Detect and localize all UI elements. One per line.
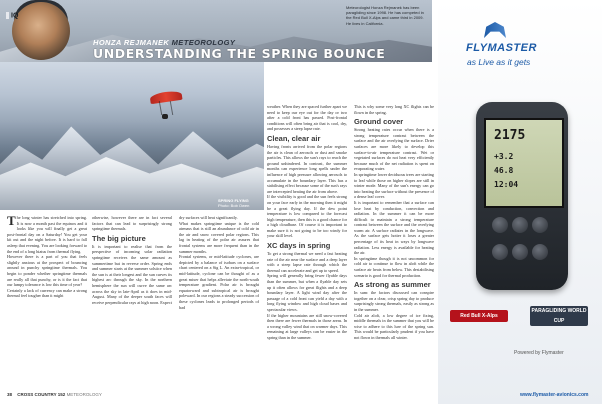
paraglider-pilot bbox=[162, 114, 168, 119]
flymaster-brand: FLYMASTER bbox=[466, 42, 537, 54]
paragraph: Having fronts arrived from the polar regions the air is clean of aerosols or dust and smoke particles. This allows the sun's rays to reach the ground unhindered. In contrast, the summer months can experience long spells under the influence of high pressure allowing aerosols to accumulate in the boundary layer. This has a stabilising effect because some of the sun's rays are intercepted heating the air from above. bbox=[267, 143, 347, 194]
redbull-xalps-logo: Red Bull X-Alps bbox=[450, 310, 508, 322]
device-screen bbox=[484, 118, 564, 208]
article-column-3 bbox=[179, 215, 259, 310]
paragraph: However there is a part of you that feels slightly anxious at the prospect of bouncing around in punchy springtime thermals. You begin to ponder whether springtime thermals are really all that punchy, or is it the fact that our lumpy tolerance is low this time of year? bbox=[7, 254, 87, 288]
intro-text: he long winter has stretched into spring. It is now a month past the equinox and it looks like you will finally get a great post-frontal day on a Saturday! You get your kit out and the night before. It is hard to fall asleep that evening. You are looking forward to the end of a long hiatus from thermal flying. bbox=[7, 215, 87, 254]
paragraph: dry surfaces will heat significantly. bbox=[179, 215, 238, 220]
paragraph: This is why some very long XC flights can be flown in the spring. bbox=[354, 104, 434, 115]
device-key bbox=[532, 244, 548, 260]
device-key bbox=[512, 244, 528, 260]
subheading-clean-air: Clean, clear air bbox=[267, 133, 321, 143]
subheading-xc-days: XC days in spring bbox=[267, 241, 331, 251]
article-column-1 bbox=[7, 215, 87, 299]
subheading-big-picture: The big picture bbox=[92, 233, 146, 243]
page-number: 38 bbox=[7, 392, 13, 397]
author-portrait bbox=[12, 2, 70, 60]
paragraph: otherwise, however there are in fact several factors that can lead to surprisingly strong springtime thermals. bbox=[92, 215, 172, 232]
world-cup-logo: PARAGLIDING WORLD CUP bbox=[531, 308, 587, 324]
author-bio: Meteorologist Honza Rejmanek has been paragliding since 1998. He has competed in the Red Bull X-Alps and came third in 2009. He lives in California. bbox=[346, 5, 424, 26]
article-column-5 bbox=[354, 104, 434, 341]
paragraph: If the visibility is good and the sun feels strong on your face early in the morning then it might be a great flying day. If the dew point temperature is low compared to the forecast high temperature, then this is a good chance for a high cloudbase. Of course it is important to make sure it is not going to be too windy for your skill level. bbox=[267, 194, 347, 239]
byline-author: HONZA REJMANEK bbox=[93, 38, 170, 47]
hero-caption-credit: Photo: Bob Owen bbox=[218, 203, 250, 208]
paragraph: weather. When they are spaced further apart we need to keep our eye out for the day or two after a cold front has passed. Post-frontal conditions will often bring air that is cool, dry, and possesses a steep lapse rate. bbox=[267, 104, 347, 132]
paragraph: Strong heating rates occur when there is a strong temperature contrast between the surface and the air overlying the surface. Drier surfaces are more likely to develop this surface-to-air temperature contrast. Wet or vegetated surfaces do not heat very efficiently because much of the net radiation is spent on evaporating water. bbox=[354, 127, 434, 172]
device-time-readout: 12:04 bbox=[494, 180, 519, 189]
paragraph: It is important to realise that from the perspective of incoming solar radiation springtime receives the same amount as summertime but in reverse order. Spring ends and summer starts at the summer solstice when the sun is at their longest and the sun curves its highest arc through the sky. In the northern hemisphere the sun will curve the same arc across the sky in late-April as it does in mid-August. Many of the deeper south faces will receive perpendicular rays at high noon. Expect bbox=[92, 243, 172, 305]
paragraph: What makes springtime unique is the cold airmass that is still an abundance of cold air in the air and snow covered polar regions. This lag in heating of the polar air assures that frontal systems are more frequent than in the summer months. bbox=[179, 220, 259, 254]
hero-caption bbox=[218, 198, 249, 208]
paragraph: Certainly a lack of currency can make a strong thermal feel tougher than it might bbox=[7, 287, 87, 299]
hero-caption-title: SPRING FLYING bbox=[218, 198, 249, 203]
article-column-2 bbox=[92, 215, 172, 305]
device-key bbox=[492, 244, 508, 260]
section-tag-label: IQ bbox=[11, 12, 19, 20]
section-tag-bar bbox=[6, 12, 9, 19]
footer-magazine: CROSS COUNTRY 152 bbox=[17, 392, 66, 397]
device-key bbox=[532, 217, 548, 233]
device-key bbox=[492, 217, 508, 233]
paragraph: If the higher mountains are still snow-covered then there are fewer thermals in those areas. In a wrong valley wind that on warmer days. This remaining at large valleys can be easier in the spring than in the summer. bbox=[267, 312, 347, 340]
subheading-ground-cover: Ground cover bbox=[354, 117, 404, 127]
flymaster-powered-by: Powered by Flymaster bbox=[514, 350, 564, 356]
paragraph: Cold air aloft, a low degree of ice fixing, middle thermals in the summer that you will be wise to adhere to this lure of the spring sun. This would be particularly prudent if you have not flown in thermals all winter. bbox=[354, 312, 434, 340]
subheading-as-strong: As strong as summer bbox=[354, 280, 431, 290]
flymaster-url[interactable]: www.flymaster-avionics.com bbox=[520, 392, 589, 398]
paragraph: Frontal systems, or mid-latitude cyclones, are depicted by a balance of isobars on a surface chart centered on a Sig L. An extra-tropical, or mid-latitude, cyclone can be thought of as a great mixer that helps alleviate the north-south temperature gradient. Polar air is brought equatorward and subtropical air is brought poleward. In our regions a steady succession of these cyclones leads to prolonged periods of bad bbox=[179, 254, 259, 310]
partner-logos bbox=[448, 300, 594, 340]
device-key bbox=[512, 217, 528, 233]
paragraph: It is important to remember that a surface can lose heat by conduction, convection and radiation. In the summer it can be more difficult to maintain a strong temperature contrast between the surface and the overlying warm air. A surface radiates in the longwave. As the surface gets hotter it loses a greater percentage of its heat in ways by longwave radiation. Less energy is available for heating the air. bbox=[354, 199, 434, 256]
hero-photo bbox=[0, 62, 264, 210]
flymaster-tagline: as Live as it gets bbox=[467, 57, 531, 67]
device-keypad bbox=[490, 214, 554, 268]
paragraph: To get a strong thermal we need a fast heating rate of the air near the surface and a deep layer with a steep lapse rate through which the thermal can accelerate and get up to speed. bbox=[267, 251, 347, 273]
paragraph: In sum: the factors discussed can conspire together on a clear, crisp spring day to produce surprisingly strong thermals, easily as strong as in the summer. bbox=[354, 290, 434, 312]
article-column-4 bbox=[267, 104, 347, 341]
paragraph: In springtime though it is not uncommon for cold air to continue to flow in aloft while the surface air heats from below. This destabilising scenario is good for thermal production. bbox=[354, 255, 434, 278]
device-vario-readout: +3.2 bbox=[494, 152, 514, 161]
section-tag bbox=[6, 12, 18, 19]
paragraph: Spring will generally bring fewer flyable days than the summer, but when a flyable day sets up it often allows for great flights and a deep boundary layer. A light wind day after the passage of a cold front can yield a day with a long flying window and high cloud bases and spectacular views. bbox=[267, 273, 347, 312]
drop-cap: T bbox=[7, 213, 16, 228]
page-footer bbox=[7, 392, 102, 397]
device-altitude-readout: 2175 bbox=[494, 128, 526, 143]
intro-paragraph bbox=[7, 215, 87, 254]
byline-section: METEOROLOGY bbox=[171, 38, 236, 47]
footer-section: METEOROLOGY bbox=[66, 392, 102, 397]
article-title: UNDERSTANDING THE SPRING BOUNCE bbox=[93, 46, 386, 61]
paraglider-lines bbox=[159, 101, 173, 115]
paragraph: In springtime lower deciduous trees are starting to leaf while those on higher slopes are still in winter mode. Many of the sun's energy can go into heating the surface without the presence of a dense leaf cover. bbox=[354, 171, 434, 200]
device-speed-readout: 46.8 bbox=[494, 166, 514, 175]
